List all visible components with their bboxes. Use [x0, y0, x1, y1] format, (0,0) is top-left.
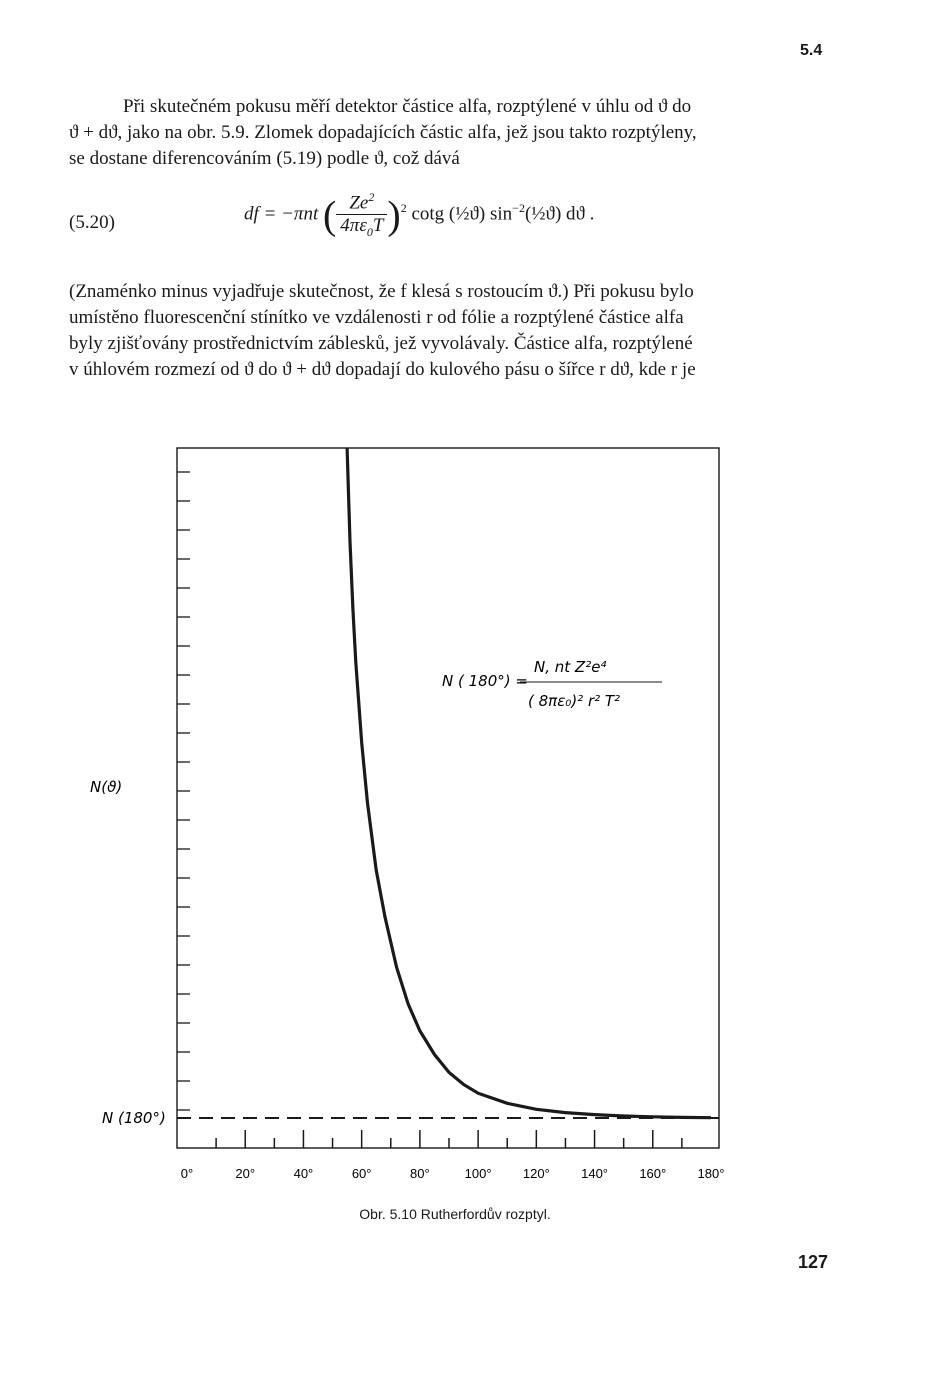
formula-annotation [442, 658, 662, 710]
paragraph-line: (Znaménko minus vyjadřuje skutečnost, že f klesá s rostoucím ϑ.) Při pokusu bylo [69, 281, 694, 302]
x-tick-label: 40° [293, 1166, 314, 1181]
denominator-variable: T [372, 215, 384, 237]
paragraph-line: umístěno fluorescenční stínítko ve vzdálenosti r od fólie a rozptýlené částice alfa [69, 307, 684, 328]
x-tick-label: 20° [235, 1166, 256, 1181]
x-tick-label: 60° [351, 1166, 372, 1181]
y-axis-label: N(ϑ) [90, 778, 123, 796]
paragraph-line: ϑ + dϑ, jako na obr. 5.9. Zlomek dopadajících částic alfa, jež jsou takto rozptýleny, [69, 122, 697, 143]
equation-rhs-tail: (½ϑ) dϑ . [524, 203, 595, 225]
series-line [347, 448, 711, 1118]
equation-5-20 [244, 190, 594, 240]
y-ticks [177, 472, 190, 1110]
figure-caption: Obr. 5.10 Rutherfordův rozptyl. [359, 1206, 551, 1222]
rhs-exponent: −2 [512, 201, 525, 216]
plot-frame [177, 448, 719, 1148]
annotation-lhs: N ( 180°) = [442, 672, 528, 690]
paragraph-line: v úhlovém rozmezí od ϑ do ϑ + dϑ dopadají do kulového pásu o šířce r dϑ, kde r je [69, 359, 696, 380]
x-tick-label: 120° [522, 1166, 550, 1181]
x-tick-label: 80° [410, 1166, 430, 1181]
paragraph-line: Při skutečném pokusu měří detektor částice alfa, rozptýlené v úhlu od ϑ do [123, 96, 692, 117]
outer-exponent: 2 [400, 201, 407, 216]
x-ticks [216, 1130, 682, 1148]
paragraph-2 [69, 279, 831, 383]
equation-lhs: df = −πnt [244, 203, 319, 225]
left-paren: ( [322, 192, 337, 238]
paragraph-1 [69, 94, 831, 172]
x-tick-labels [181, 1166, 725, 1181]
annotation-numerator: N, nt Z²e⁴ [534, 658, 607, 676]
section-number: 5.4 [800, 42, 823, 59]
x-tick-label: 180° [697, 1166, 725, 1181]
numerator-exponent: 2 [368, 190, 375, 204]
x-tick-label: 100° [464, 1166, 492, 1181]
denominator-text: 4πε [340, 215, 367, 237]
x-tick-label: 140° [581, 1166, 609, 1181]
equation-label: (5.20) [69, 212, 115, 233]
equation-rhs: cotg (½ϑ) sin [411, 203, 513, 225]
reference-line-label: N (180°) [102, 1109, 166, 1127]
rutherford-scattering-chart [0, 430, 945, 1200]
page-number: 127 [798, 1252, 829, 1272]
fraction-numerator [336, 190, 387, 215]
x-tick-label: 160° [639, 1166, 667, 1181]
equation-fraction [336, 190, 387, 240]
numerator-text: Ze [349, 192, 369, 214]
annotation-denominator: ( 8πε₀)² r² T² [528, 692, 621, 710]
denominator-subscript: 0 [366, 225, 373, 240]
paragraph-line: se dostane diferencováním (5.19) podle ϑ, což dává [69, 148, 460, 169]
right-paren: ) [387, 192, 401, 238]
fraction-denominator [336, 215, 387, 240]
x-tick-label: 0° [180, 1166, 194, 1181]
paragraph-line: byly zjišťovány prostřednictvím záblesků, jež vyvolávaly. Částice alfa, rozptýlené [69, 333, 693, 354]
